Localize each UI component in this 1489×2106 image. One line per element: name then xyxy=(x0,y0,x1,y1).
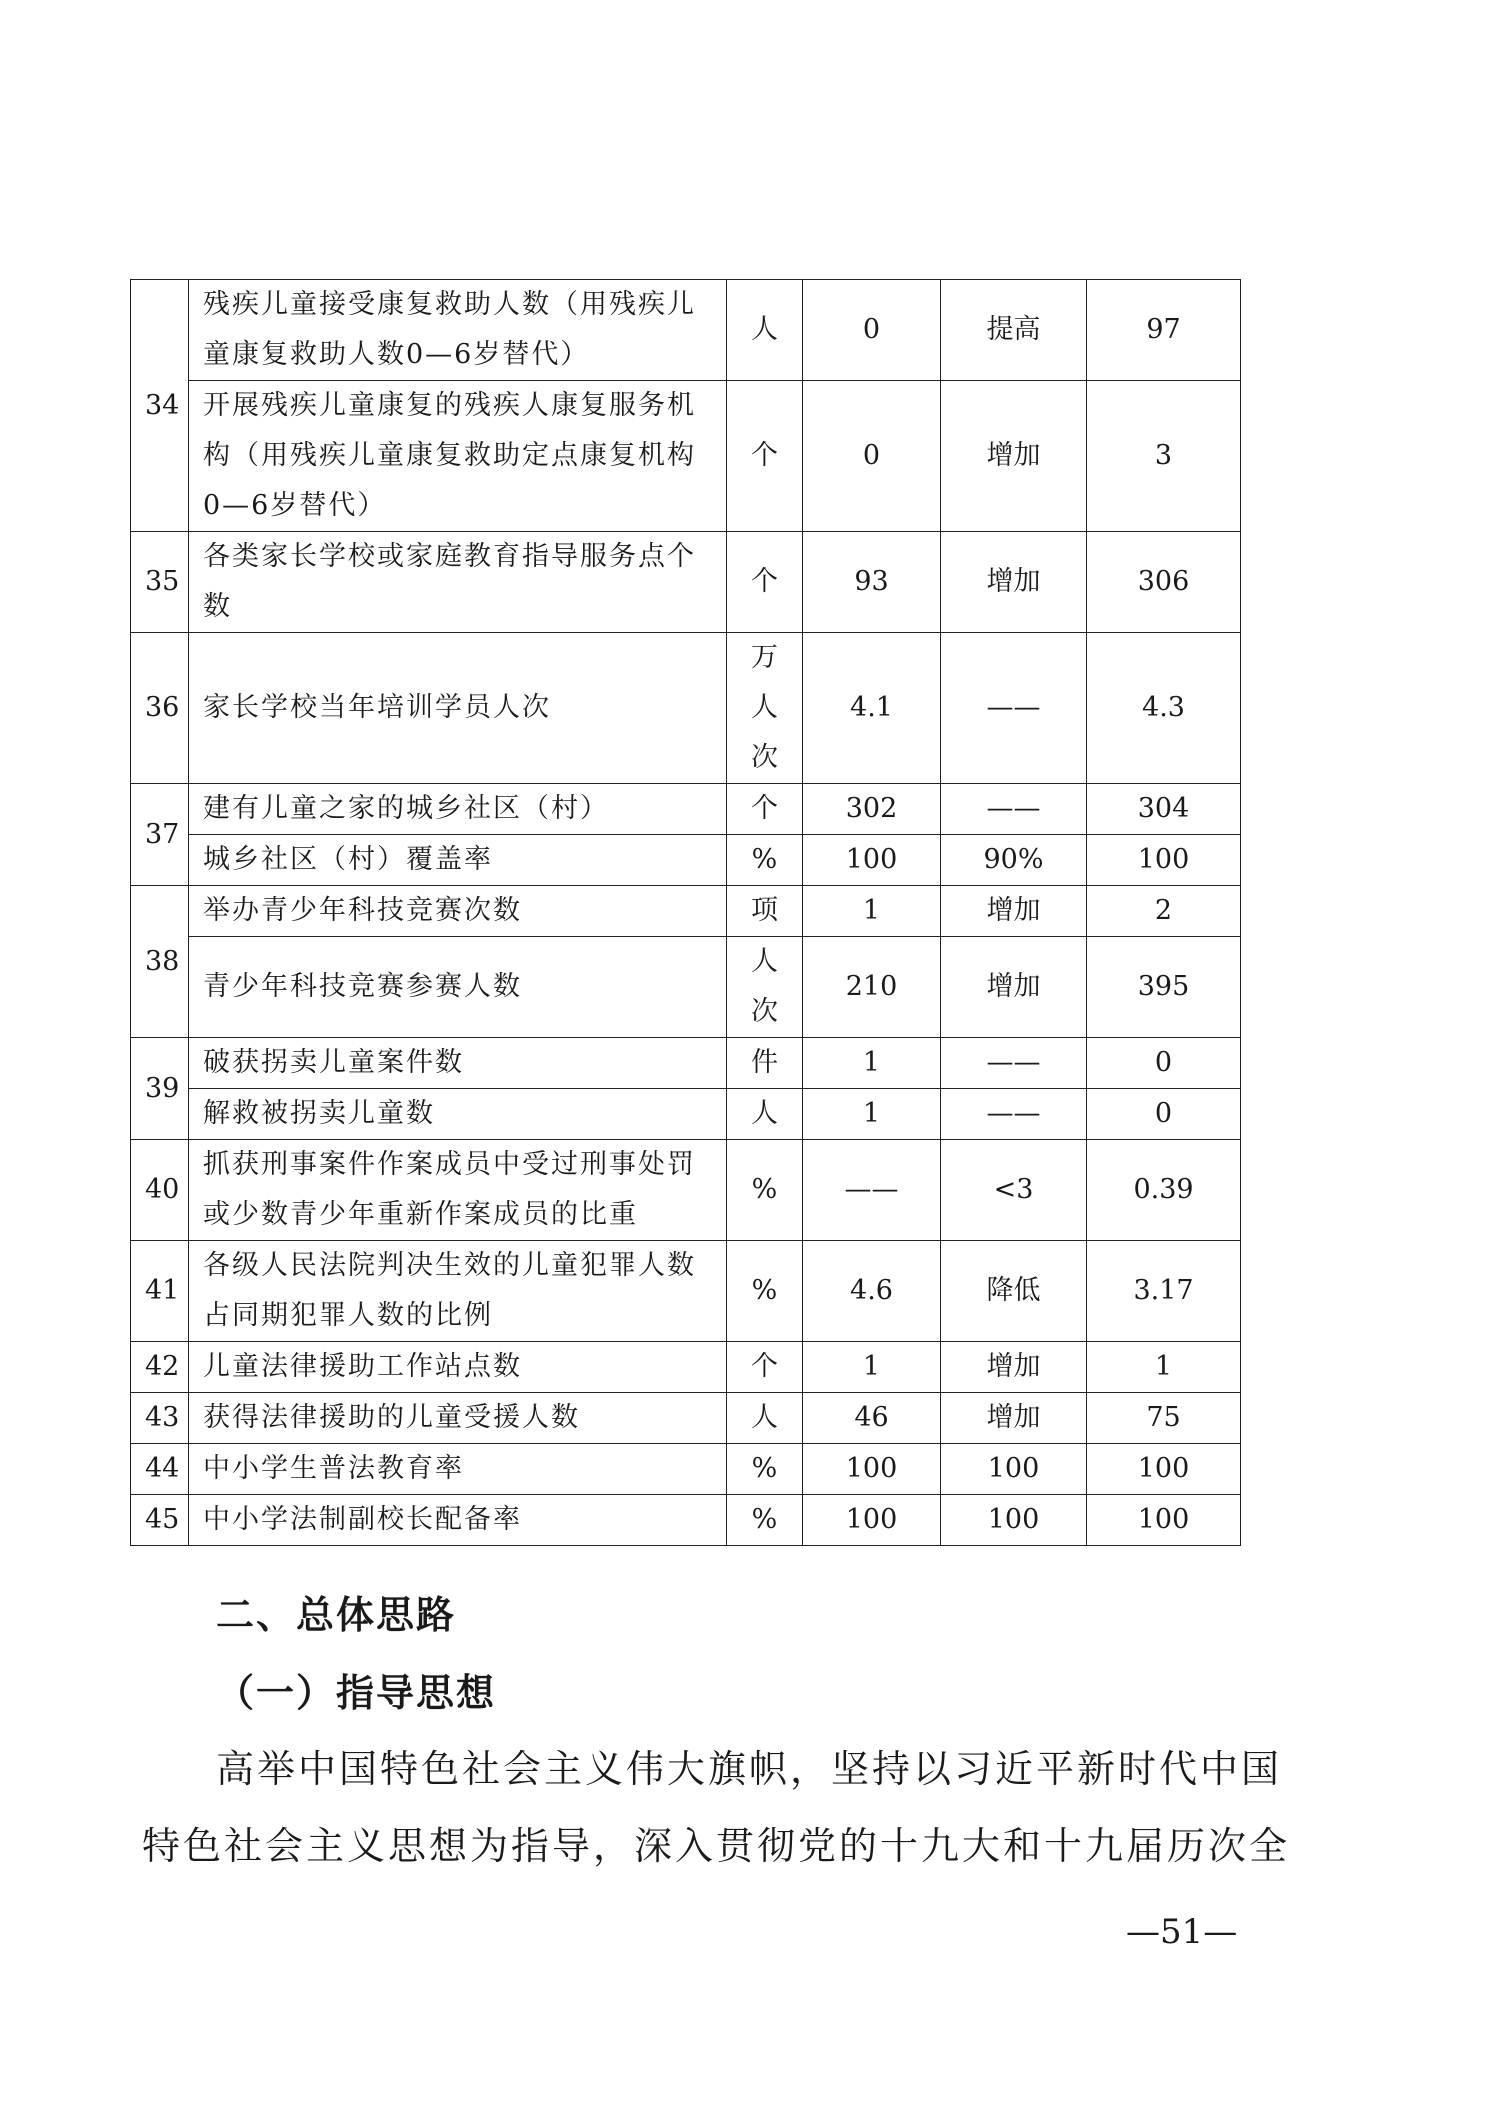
actual-value: 304 xyxy=(1087,784,1241,835)
indicator-unit xyxy=(727,1241,803,1342)
target-value: —— xyxy=(941,633,1087,784)
indicator-number: 39 xyxy=(131,1038,189,1140)
baseline-value: 210 xyxy=(803,937,941,1038)
unit-char: % xyxy=(751,1174,778,1205)
indicator-name: 中小学生普法教育率 xyxy=(189,1444,727,1495)
table-row xyxy=(131,1140,1241,1241)
indicator-number: 35 xyxy=(131,532,189,633)
indicator-number: 38 xyxy=(131,886,189,1038)
indicator-name: 残疾儿童接受康复救助人数（用残疾儿童康复救助人数0—6岁替代） xyxy=(189,280,727,381)
baseline-value: 1 xyxy=(803,1089,941,1140)
target-value: 100 xyxy=(941,1495,1087,1546)
actual-value: 100 xyxy=(1087,1444,1241,1495)
indicator-unit xyxy=(727,886,803,937)
indicator-number: 45 xyxy=(131,1495,189,1546)
actual-value: 2 xyxy=(1087,886,1241,937)
actual-value: 100 xyxy=(1087,835,1241,886)
target-value: 降低 xyxy=(941,1241,1087,1342)
baseline-value: 100 xyxy=(803,835,941,886)
unit-char: 个 xyxy=(751,793,778,824)
baseline-value: 1 xyxy=(803,1342,941,1393)
baseline-value: 100 xyxy=(803,1444,941,1495)
target-value: 增加 xyxy=(941,532,1087,633)
indicator-unit xyxy=(727,1342,803,1393)
table-row xyxy=(131,886,1241,937)
target-value: —— xyxy=(941,1089,1087,1140)
actual-value: 97 xyxy=(1087,280,1241,381)
indicator-name: 家长学校当年培训学员人次 xyxy=(189,633,727,784)
actual-value: 3 xyxy=(1087,381,1241,532)
table-row xyxy=(131,937,1241,1038)
indicator-table-body xyxy=(131,280,1241,1546)
indicator-name: 举办青少年科技竞赛次数 xyxy=(189,886,727,937)
target-value: 100 xyxy=(941,1444,1087,1495)
unit-char: % xyxy=(751,844,778,875)
baseline-value: 100 xyxy=(803,1495,941,1546)
unit-char: 人 xyxy=(751,1402,778,1433)
indicator-unit xyxy=(727,1444,803,1495)
indicator-name: 抓获刑事案件作案成员中受过刑事处罚或少数青少年重新作案成员的比重 xyxy=(189,1140,727,1241)
indicator-name: 青少年科技竞赛参赛人数 xyxy=(189,937,727,1038)
unit-char: % xyxy=(751,1275,778,1306)
actual-value: 0 xyxy=(1087,1089,1241,1140)
table-row xyxy=(131,1393,1241,1444)
indicator-unit xyxy=(727,1089,803,1140)
table-row xyxy=(131,1495,1241,1546)
table-row xyxy=(131,1241,1241,1342)
indicator-unit xyxy=(727,280,803,381)
baseline-value: 0 xyxy=(803,381,941,532)
table-row xyxy=(131,633,1241,784)
actual-value: 0.39 xyxy=(1087,1140,1241,1241)
unit-char: 个 xyxy=(751,566,778,597)
unit-char: 人 xyxy=(751,692,778,723)
target-value: —— xyxy=(941,784,1087,835)
indicator-unit xyxy=(727,937,803,1038)
actual-value: 395 xyxy=(1087,937,1241,1038)
target-value: 提高 xyxy=(941,280,1087,381)
actual-value: 75 xyxy=(1087,1393,1241,1444)
baseline-value: 4.1 xyxy=(803,633,941,784)
actual-value: 1 xyxy=(1087,1342,1241,1393)
body-text-line-2: 特色社会主义思想为指导，深入贯彻党的十九大和十九届历次全 xyxy=(142,1824,1291,1868)
target-value: <3 xyxy=(941,1140,1087,1241)
target-value: 90% xyxy=(941,835,1087,886)
target-value: 增加 xyxy=(941,937,1087,1038)
table-row xyxy=(131,784,1241,835)
indicator-number: 42 xyxy=(131,1342,189,1393)
indicator-number: 44 xyxy=(131,1444,189,1495)
target-value: 增加 xyxy=(941,1393,1087,1444)
indicator-number: 34 xyxy=(131,280,189,532)
actual-value: 306 xyxy=(1087,532,1241,633)
baseline-value: 1 xyxy=(803,1038,941,1089)
indicator-number: 36 xyxy=(131,633,189,784)
unit-char: % xyxy=(751,1453,778,1484)
table-row xyxy=(131,1038,1241,1089)
baseline-value: 4.6 xyxy=(803,1241,941,1342)
indicator-unit xyxy=(727,532,803,633)
target-value: —— xyxy=(941,1038,1087,1089)
unit-char: % xyxy=(751,1504,778,1535)
baseline-value: 0 xyxy=(803,280,941,381)
target-value: 增加 xyxy=(941,381,1087,532)
indicator-name: 开展残疾儿童康复的残疾人康复服务机构（用残疾儿童康复救助定点康复机构0—6岁替代） xyxy=(189,381,727,532)
unit-char: 人 xyxy=(751,314,778,345)
indicator-unit xyxy=(727,835,803,886)
subsection-heading: （一）指导思想 xyxy=(216,1671,497,1715)
indicator-name: 解救被拐卖儿童数 xyxy=(189,1089,727,1140)
unit-char: 人 xyxy=(751,1098,778,1129)
table-row xyxy=(131,1089,1241,1140)
unit-char: 件 xyxy=(751,1047,778,1078)
indicator-number: 37 xyxy=(131,784,189,886)
indicator-unit xyxy=(727,381,803,532)
unit-char: 个 xyxy=(751,440,778,471)
table-row xyxy=(131,1342,1241,1393)
actual-value: 4.3 xyxy=(1087,633,1241,784)
unit-char: 人 xyxy=(751,946,778,977)
baseline-value: —— xyxy=(803,1140,941,1241)
indicator-unit xyxy=(727,1495,803,1546)
indicator-unit xyxy=(727,633,803,784)
unit-char: 次 xyxy=(751,742,778,773)
indicator-name: 破获拐卖儿童案件数 xyxy=(189,1038,727,1089)
indicator-name: 中小学法制副校长配备率 xyxy=(189,1495,727,1546)
unit-char: 个 xyxy=(751,1351,778,1382)
baseline-value: 1 xyxy=(803,886,941,937)
section-heading: 二、总体思路 xyxy=(216,1593,457,1637)
actual-value: 100 xyxy=(1087,1495,1241,1546)
unit-char: 次 xyxy=(751,996,778,1027)
baseline-value: 302 xyxy=(803,784,941,835)
table-row xyxy=(131,381,1241,532)
table-row xyxy=(131,532,1241,633)
table-row xyxy=(131,280,1241,381)
actual-value: 0 xyxy=(1087,1038,1241,1089)
unit-char: 项 xyxy=(751,895,778,926)
indicator-number: 43 xyxy=(131,1393,189,1444)
indicator-unit xyxy=(727,1393,803,1444)
body-text-line-1: 高举中国特色社会主义伟大旗帜，坚持以习近平新时代中国 xyxy=(216,1747,1283,1791)
indicator-unit xyxy=(727,784,803,835)
baseline-value: 46 xyxy=(803,1393,941,1444)
page-number: —51— xyxy=(1126,1912,1238,1952)
indicator-table xyxy=(130,279,1241,1546)
indicator-name: 各类家长学校或家庭教育指导服务点个数 xyxy=(189,532,727,633)
indicator-name: 儿童法律援助工作站点数 xyxy=(189,1342,727,1393)
indicator-name: 建有儿童之家的城乡社区（村） xyxy=(189,784,727,835)
table-row xyxy=(131,835,1241,886)
actual-value: 3.17 xyxy=(1087,1241,1241,1342)
indicator-unit xyxy=(727,1038,803,1089)
indicator-name: 各级人民法院判决生效的儿童犯罪人数占同期犯罪人数的比例 xyxy=(189,1241,727,1342)
indicator-name: 城乡社区（村）覆盖率 xyxy=(189,835,727,886)
table-row xyxy=(131,1444,1241,1495)
indicator-name: 获得法律援助的儿童受援人数 xyxy=(189,1393,727,1444)
indicator-number: 41 xyxy=(131,1241,189,1342)
indicator-number: 40 xyxy=(131,1140,189,1241)
unit-char: 万 xyxy=(751,642,778,673)
indicator-unit xyxy=(727,1140,803,1241)
baseline-value: 93 xyxy=(803,532,941,633)
target-value: 增加 xyxy=(941,1342,1087,1393)
target-value: 增加 xyxy=(941,886,1087,937)
